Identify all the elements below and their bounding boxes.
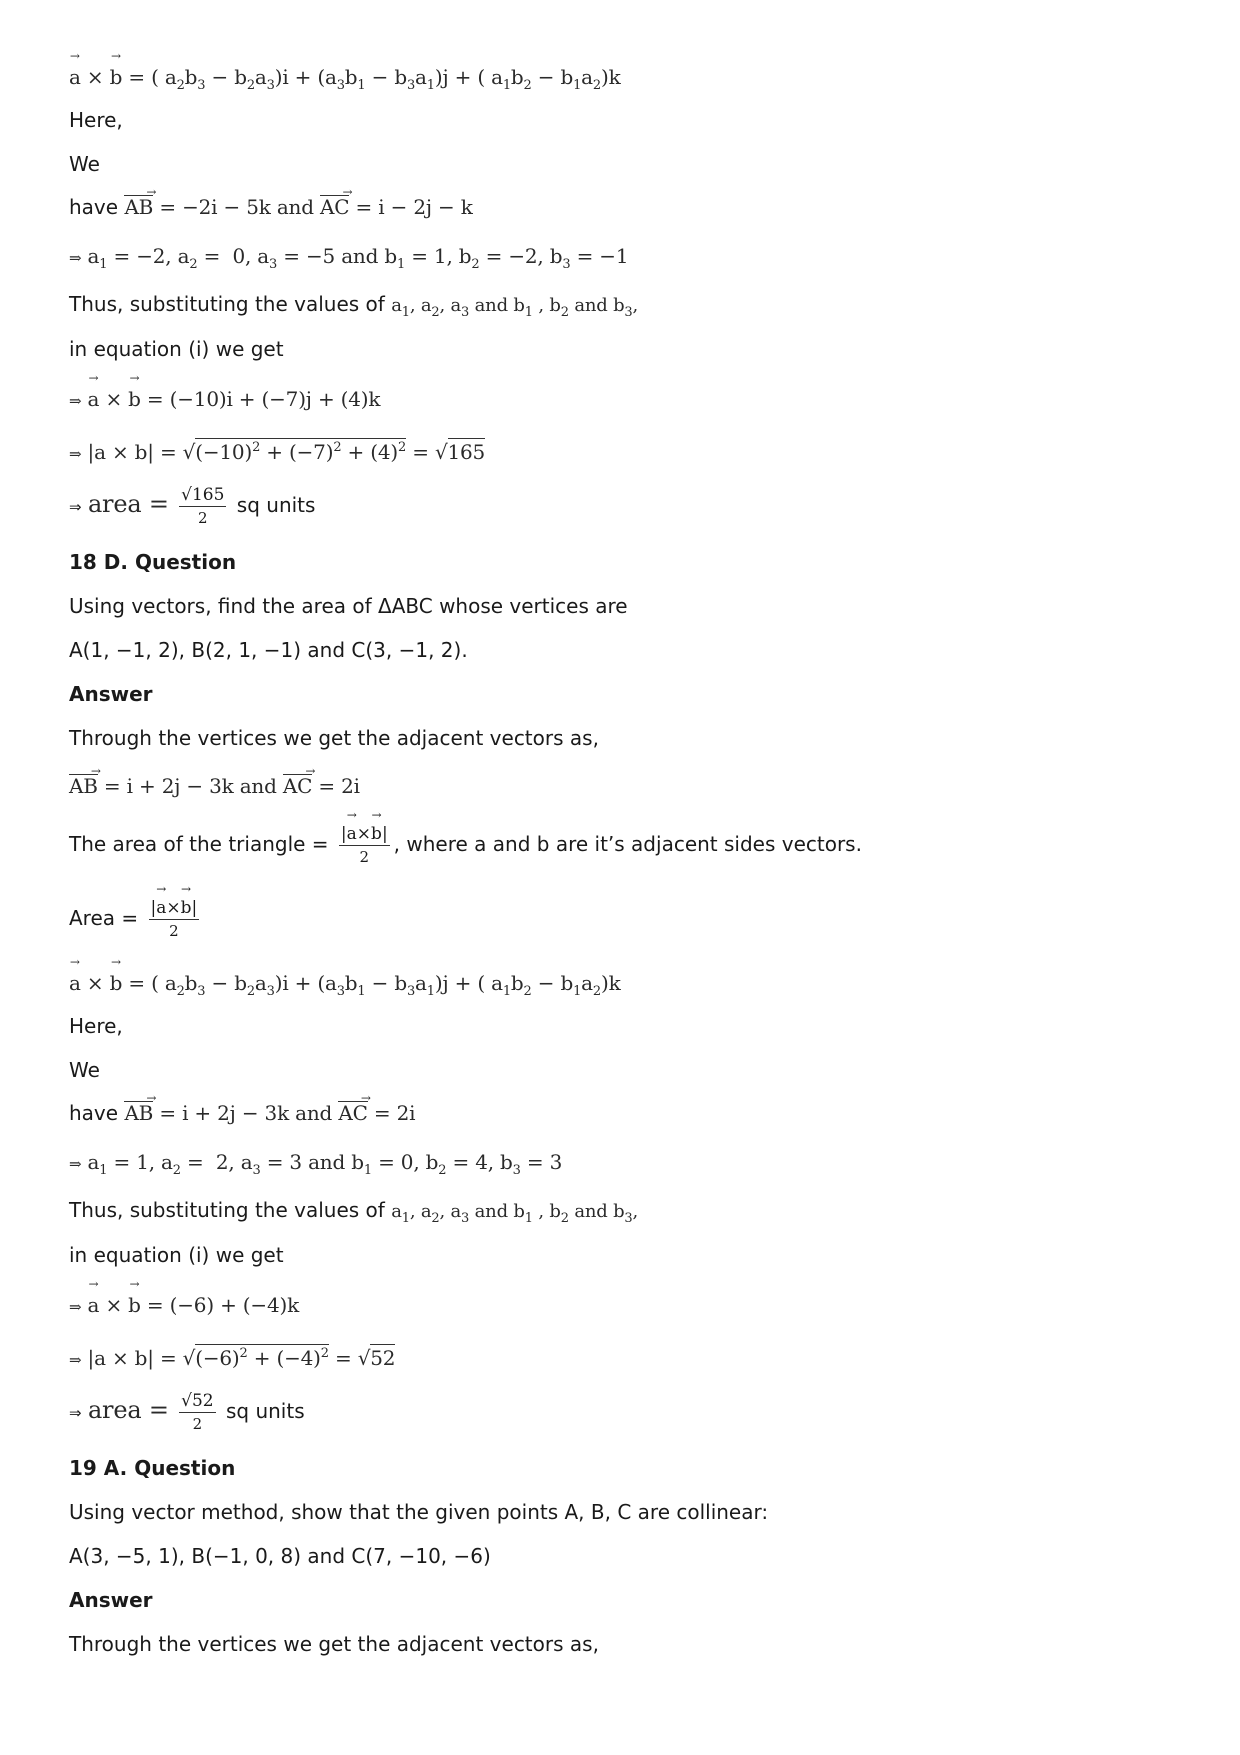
question-18d-vertices: A(1, −1, 2), B(2, 1, −1) and C(3, −1, 2).: [69, 638, 468, 662]
vector-a: → a: [69, 64, 81, 90]
question-18d-heading: 18 D. Question: [69, 550, 237, 574]
we-label-2: We: [69, 1058, 100, 1082]
answer-heading-2: Answer: [69, 1588, 153, 1612]
adjacent-vectors-text-1: Through the vertices we get the adjacent vectors as,: [69, 726, 599, 750]
area-formula-fraction: $\frac{|\to a\times\to b|}{2}$: [149, 897, 200, 942]
vector-ac: AC →: [320, 195, 349, 217]
vectors-ab-ac-1: [69, 194, 473, 220]
substitution-text: Thus, substituting the values of: [69, 292, 385, 316]
equation-ref-2: in equation (i) we get: [69, 1243, 284, 1267]
cross-product-formula-2: → a × → b = ( $a_2b_3 - b_2a_3)i + (a_3b_1 - b_3a_1)j$ + ( $a_1b_2 - b_1a_2)k$: [69, 970, 621, 1005]
here-label-2: Here,: [69, 1014, 123, 1038]
equation-ref-1: in equation (i) we get: [69, 337, 284, 361]
ac-value: = i − 2j − k: [355, 195, 473, 219]
component-values-1: ⇒ $a_1 = -2$, $a_2 = 0$, $a_3 = -5$ and $b_1 = 1$, $b_2 = -2$, $b_3 = -1$: [69, 244, 629, 272]
area-unit: sq units: [225, 1399, 305, 1423]
area-fraction-1: $\frac{√165}{2}$: [181, 485, 225, 527]
triangle-area-text: The area of the triangle =: [69, 832, 329, 856]
have-label: have: [69, 195, 119, 219]
answer-heading-1: Answer: [69, 682, 153, 706]
question-18d-text: Using vectors, find the area of ΔABC whose vertices are: [69, 594, 628, 618]
here-label-1: Here,: [69, 108, 123, 132]
area-formula-label: Area =: [69, 906, 139, 930]
area-result-2: ⇒ area = $\frac{√52}{2}$ sq units: [69, 1391, 305, 1433]
adjacent-vectors-text-2: Through the vertices we get the adjacent vectors as,: [69, 1632, 599, 1656]
vector-b: → b: [110, 64, 123, 90]
question-19a-heading: 19 A. Question: [69, 1456, 236, 1480]
magnitude-1: ⇒ $|a \times b| = √(-10)^2 + (-7)^2 + (4)^2 = √165$: [69, 440, 486, 464]
vector-ab: AB →: [124, 195, 153, 217]
area-result-1: ⇒ area = $\frac{√165}{2}$ sq units: [69, 485, 316, 527]
component-values-2: ⇒ $a_1 = 1$, $a_2 = 2$, $a_3 = 3$ and $b_1 = 0$, $b_2 = 4$, $b_3 = 3$: [69, 1150, 563, 1178]
substitution-line-1: Thus, substituting the values of $a_1$, $a_2$, $a_3$ and $b_1$ , $b_2$ and $b_3$,: [69, 292, 639, 320]
triangle-area-note: , where a and b are it’s adjacent sides vectors.: [393, 832, 862, 856]
cross-product-formula-1: → a × → b = ( $a_2b_3 - b_2a_3)i + (a_3b_1 - b_3a_1)j$ + ( $a_1b_2 - b_1a_2)k$: [69, 64, 621, 99]
triangle-area-fraction: $\frac{|\to a\times\to b|}{2}$: [339, 823, 390, 868]
we-label-1: We: [69, 152, 100, 176]
question-19a-text: Using vector method, show that the given points A, B, C are collinear:: [69, 1500, 769, 1524]
ac-value: = 2i: [373, 1101, 416, 1125]
cross-result-2: ⇒ → a × → b = (−6) + (−4)k: [69, 1292, 299, 1320]
area-label: area =: [87, 490, 169, 518]
ab-value: = −2i − 5k and: [159, 195, 314, 219]
vectors-ab-ac-3: have AB → = i + 2j − 3k and AC → = 2i: [69, 1100, 415, 1126]
area-formula: [69, 897, 203, 942]
have-label: have: [69, 1101, 119, 1125]
ac-value: = 2i: [318, 774, 360, 798]
area-unit: sq units: [236, 493, 316, 517]
vectors-ab-ac-2: AB → = i + 2j − 3k and AC → = 2i: [69, 773, 360, 799]
substitution-text: Thus, substituting the values of: [69, 1198, 385, 1222]
substitution-line-2: Thus, substituting the values of $a_1$, $a_2$, $a_3$ and $b_1$ , $b_2$ and $b_3$,: [69, 1198, 639, 1226]
question-19a-points: A(3, −5, 1), B(−1, 0, 8) and C(7, −10, −6): [69, 1544, 491, 1568]
area-label: area =: [87, 1396, 169, 1424]
ab-value: = i + 2j − 3k and: [103, 774, 277, 798]
magnitude-2: ⇒ $|a \times b| = √(-6)^2 + (-4)^2 = √52$: [69, 1346, 396, 1370]
cross-result-1: ⇒ → a × → b = (−10)i + (−7)j + (4)k: [69, 386, 380, 414]
area-fraction-2: $\frac{√52}{2}$: [181, 1391, 214, 1433]
ab-value: = i + 2j − 3k and: [159, 1101, 333, 1125]
triangle-area-formula: [69, 823, 862, 868]
